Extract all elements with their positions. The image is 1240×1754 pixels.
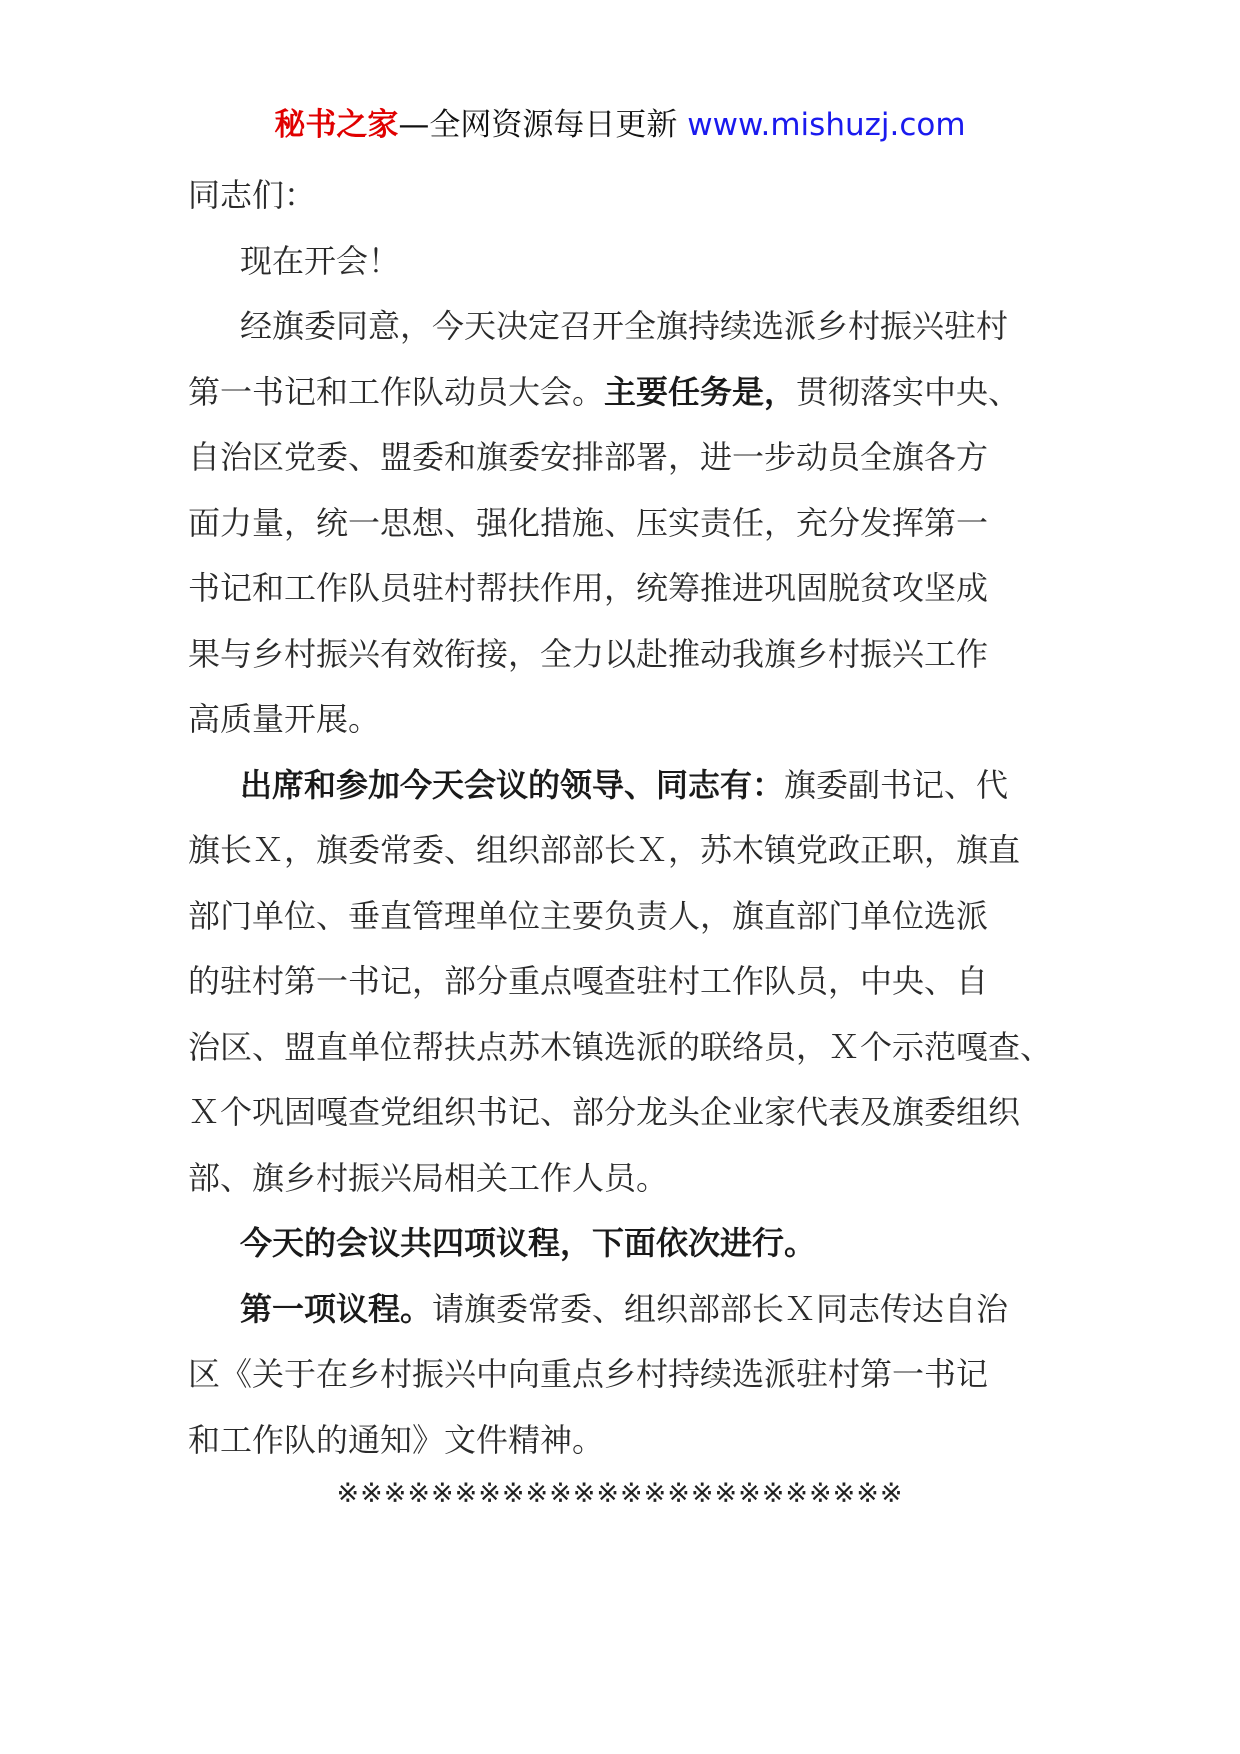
text-line: 治区、盟直单位帮扶点苏木镇选派的联络员，Ｘ个示范嘎查、 bbox=[188, 1027, 1053, 1066]
salutation: 同志们： bbox=[188, 176, 317, 214]
text-line: Ｘ个巩固嘎查党组织书记、部分龙头企业家代表及旗委组织 bbox=[188, 1093, 1021, 1131]
bold-lead: 主要任务是， bbox=[604, 372, 797, 411]
site-tagline: —全网资源每日更新 bbox=[398, 107, 678, 143]
text-line: 的驻村第一书记，部分重点嘎查驻村工作队员，中央、自 bbox=[188, 962, 989, 1000]
text-line bbox=[188, 360, 1068, 426]
site-brand: 秘书之家 bbox=[274, 107, 399, 143]
text-line: 书记和工作队员驻村帮扶作用，统筹推进巩固脱贫攻坚成 bbox=[188, 569, 989, 607]
paragraph-agenda-intro bbox=[188, 1211, 1068, 1277]
text-line: 和工作队的通知》文件精神。 bbox=[188, 1420, 605, 1459]
bold-statement: 今天的会议共四项议程，下面依次进行。 bbox=[240, 1224, 817, 1262]
bold-lead: 出席和参加今天会议的领导、同志有： bbox=[240, 765, 785, 804]
text-line: 部、旗乡村振兴局相关工作人员。 bbox=[188, 1158, 669, 1197]
site-url-link[interactable]: www.mishuzj.com bbox=[687, 107, 966, 143]
bold-lead: 第一项议程。 bbox=[240, 1289, 433, 1328]
text-run: 第一书记和工作队动员大会。 bbox=[188, 372, 605, 411]
opening-line: 现在开会！ bbox=[240, 241, 401, 280]
text-line bbox=[188, 1277, 1068, 1343]
text-line: 经旗委同意，今天决定召开全旗持续选派乡村振兴驻村 bbox=[240, 307, 1009, 345]
text-line: 面力量，统一思想、强化措施、压实责任，充分发挥第一 bbox=[188, 503, 989, 542]
text-line: 旗长Ｘ，旗委常委、组织部部长Ｘ，苏木镇党政正职，旗直 bbox=[188, 831, 1021, 869]
paragraph-agenda-item-1 bbox=[188, 1277, 1068, 1474]
text-line: 部门单位、垂直管理单位主要负责人，旗直部门单位选派 bbox=[188, 896, 989, 935]
paragraph-purpose bbox=[188, 294, 1068, 753]
section-separator: ※※※※※※※※※※※※※※※※※※※※※※※※ bbox=[336, 1478, 904, 1509]
text-run: 旗委副书记、代 bbox=[784, 765, 1009, 804]
site-header bbox=[0, 100, 1240, 150]
text-run: 请旗委常委、组织部部长Ｘ同志传达自治 bbox=[432, 1289, 1009, 1328]
paragraph-attendees bbox=[188, 753, 1068, 1212]
text-line: 高质量开展。 bbox=[188, 700, 381, 738]
text-run: 贯彻落实中央、 bbox=[796, 372, 1021, 411]
document-body bbox=[188, 163, 1068, 1473]
text-line: 自治区党委、盟委和旗委安排部署，进一步动员全旗各方 bbox=[188, 438, 989, 476]
text-line bbox=[188, 753, 1068, 819]
text-line: 果与乡村振兴有效衔接，全力以赴推动我旗乡村振兴工作 bbox=[188, 634, 989, 673]
text-line: 区《关于在乡村振兴中向重点乡村持续选派驻村第一书记 bbox=[188, 1355, 989, 1393]
